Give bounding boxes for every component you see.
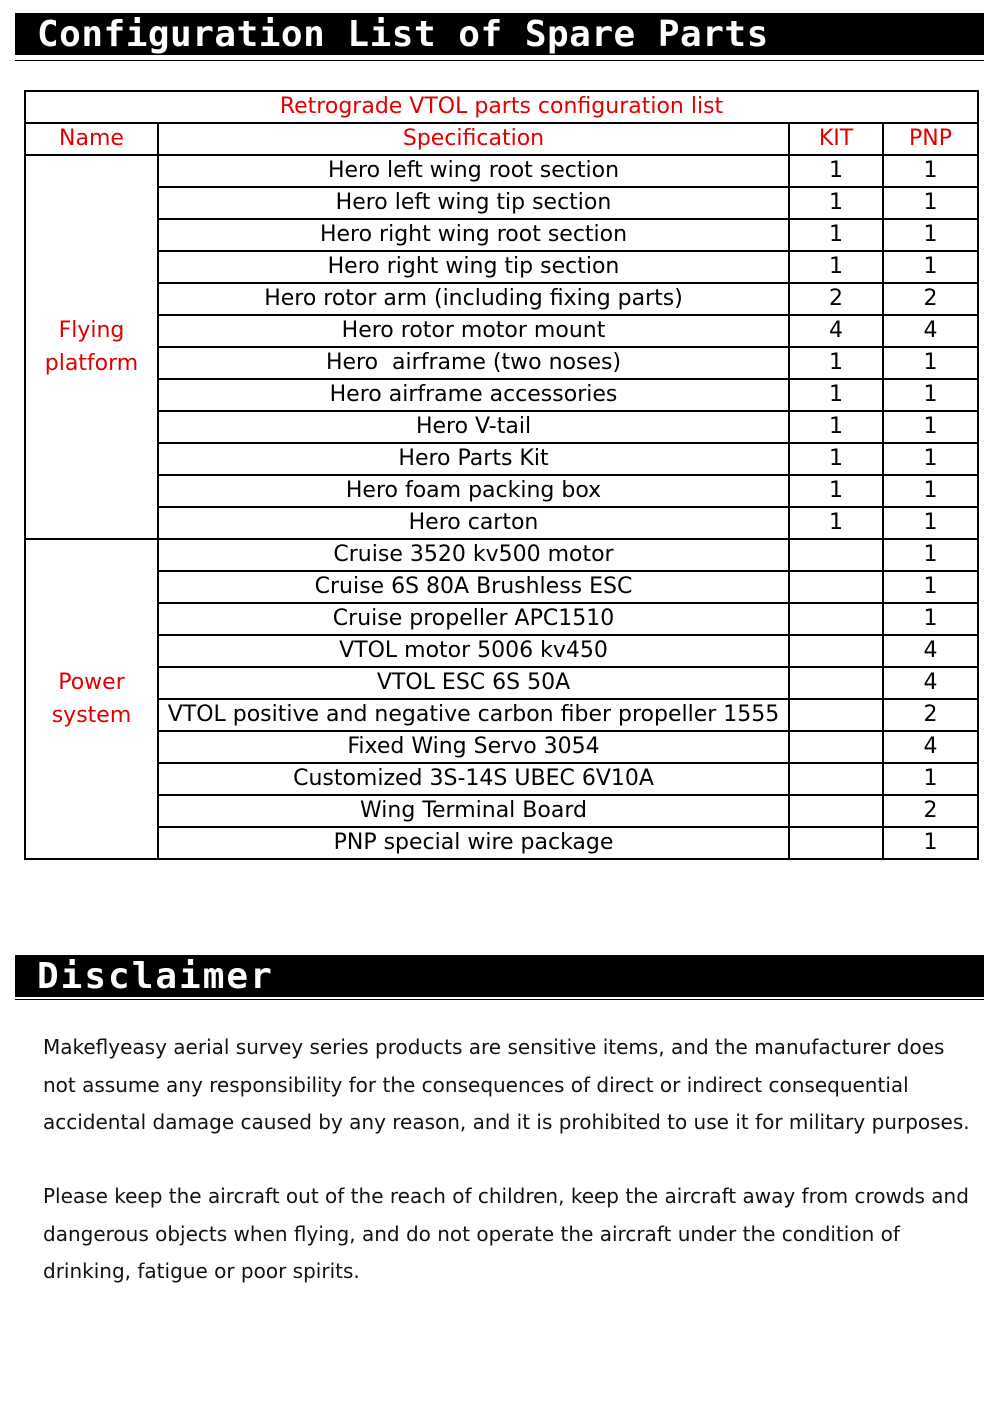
spec-cell: Cruise propeller APC1510	[158, 603, 789, 635]
table-row	[25, 571, 978, 603]
kit-qty-cell: 1	[789, 411, 883, 443]
kit-qty-cell: 1	[789, 475, 883, 507]
pnp-qty-cell: 1	[883, 155, 978, 187]
table-row	[25, 635, 978, 667]
spec-cell: Hero carton	[158, 507, 789, 539]
kit-qty-cell: 1	[789, 347, 883, 379]
kit-qty-cell: 4	[789, 315, 883, 347]
table-row	[25, 507, 978, 539]
banner-underline	[15, 60, 984, 61]
kit-qty-cell	[789, 603, 883, 635]
spec-cell: Hero left wing root section	[158, 155, 789, 187]
section-title: Configuration List of Spare Parts	[37, 14, 769, 55]
pnp-qty-cell: 1	[883, 571, 978, 603]
kit-qty-cell	[789, 539, 883, 571]
spec-cell: VTOL motor 5006 kv450	[158, 635, 789, 667]
pnp-qty-cell: 1	[883, 475, 978, 507]
pnp-qty-cell: 1	[883, 347, 978, 379]
pnp-qty-cell: 1	[883, 443, 978, 475]
spec-cell: Hero airframe accessories	[158, 379, 789, 411]
table-caption: Retrograde VTOL parts configuration list	[25, 91, 978, 123]
table-row	[25, 603, 978, 635]
kit-qty-cell: 1	[789, 219, 883, 251]
spec-cell: Hero foam packing box	[158, 475, 789, 507]
header-name: Name	[25, 123, 158, 155]
spec-cell: Fixed Wing Servo 3054	[158, 731, 789, 763]
pnp-qty-cell: 1	[883, 827, 978, 859]
table-row	[25, 475, 978, 507]
spec-cell: Hero rotor motor mount	[158, 315, 789, 347]
pnp-qty-cell: 1	[883, 411, 978, 443]
group-name-line: Power	[58, 670, 125, 695]
pnp-qty-cell: 4	[883, 635, 978, 667]
spec-cell: VTOL ESC 6S 50A	[158, 667, 789, 699]
section-banner-disclaimer	[15, 955, 984, 997]
pnp-qty-cell: 4	[883, 315, 978, 347]
spec-cell: Hero airframe (two noses)	[158, 347, 789, 379]
pnp-qty-cell: 1	[883, 763, 978, 795]
table-row	[25, 539, 978, 571]
table-row	[25, 219, 978, 251]
spec-cell: Hero right wing root section	[158, 219, 789, 251]
header-kit: KIT	[789, 123, 883, 155]
section-banner-config	[15, 13, 984, 55]
banner-underline	[15, 999, 984, 1000]
kit-qty-cell	[789, 667, 883, 699]
table-header-row	[25, 123, 978, 155]
spec-cell: Wing Terminal Board	[158, 795, 789, 827]
kit-qty-cell: 1	[789, 187, 883, 219]
disclaimer-paragraph: Makeflyeasy aerial survey series products are sensitive items, and the manufacturer does not assume any responsibility for the consequences of direct or indirect consequential accidental damage caused by any reason, and it is prohibited to use it for military purposes.	[43, 1035, 970, 1134]
kit-qty-cell	[789, 635, 883, 667]
pnp-qty-cell: 1	[883, 251, 978, 283]
pnp-qty-cell: 2	[883, 795, 978, 827]
table-row	[25, 667, 978, 699]
pnp-qty-cell: 1	[883, 539, 978, 571]
spec-cell: Cruise 6S 80A Brushless ESC	[158, 571, 789, 603]
pnp-qty-cell: 4	[883, 667, 978, 699]
pnp-qty-cell: 1	[883, 379, 978, 411]
kit-qty-cell: 1	[789, 155, 883, 187]
spec-cell: Hero left wing tip section	[158, 187, 789, 219]
kit-qty-cell	[789, 763, 883, 795]
spec-cell: Hero right wing tip section	[158, 251, 789, 283]
pnp-qty-cell: 2	[883, 283, 978, 315]
table-row	[25, 411, 978, 443]
spec-cell: Cruise 3520 kv500 motor	[158, 539, 789, 571]
table-row	[25, 187, 978, 219]
header-specification: Specification	[158, 123, 789, 155]
group-name-line: system	[51, 703, 132, 728]
kit-qty-cell: 1	[789, 507, 883, 539]
table-caption-row	[25, 91, 978, 123]
table-row	[25, 795, 978, 827]
table-row	[25, 699, 978, 731]
kit-qty-cell: 2	[789, 283, 883, 315]
spec-cell: PNP special wire package	[158, 827, 789, 859]
group-name-line: Flying	[58, 318, 125, 343]
kit-qty-cell	[789, 731, 883, 763]
kit-qty-cell	[789, 571, 883, 603]
table-row	[25, 283, 978, 315]
table-row	[25, 731, 978, 763]
table-row	[25, 443, 978, 475]
spec-cell: VTOL positive and negative carbon fiber propeller 1555	[158, 699, 789, 731]
parts-config-table	[24, 90, 979, 860]
pnp-qty-cell: 4	[883, 731, 978, 763]
group-name-cell	[25, 539, 158, 859]
kit-qty-cell: 1	[789, 379, 883, 411]
spec-cell: Hero Parts Kit	[158, 443, 789, 475]
kit-qty-cell	[789, 827, 883, 859]
header-pnp: PNP	[883, 123, 978, 155]
table-row	[25, 347, 978, 379]
section-title: Disclaimer	[37, 956, 274, 997]
spec-cell: Hero V-tail	[158, 411, 789, 443]
table-row	[25, 827, 978, 859]
pnp-qty-cell: 1	[883, 507, 978, 539]
kit-qty-cell: 1	[789, 251, 883, 283]
table-row	[25, 251, 978, 283]
spec-cell: Hero rotor arm (including fixing parts)	[158, 283, 789, 315]
table-row	[25, 155, 978, 187]
pnp-qty-cell: 1	[883, 219, 978, 251]
spec-cell: Customized 3S-14S UBEC 6V10A	[158, 763, 789, 795]
kit-qty-cell	[789, 699, 883, 731]
disclaimer-paragraph: Please keep the aircraft out of the reach of children, keep the aircraft away from crowds and dangerous objects when flying, and do not operate the aircraft under the condition of drinking, fatigue or poor spirits.	[43, 1184, 969, 1283]
group-name-cell	[25, 155, 158, 539]
table-row	[25, 763, 978, 795]
kit-qty-cell	[789, 795, 883, 827]
pnp-qty-cell: 2	[883, 699, 978, 731]
kit-qty-cell: 1	[789, 443, 883, 475]
pnp-qty-cell: 1	[883, 603, 978, 635]
table-row	[25, 379, 978, 411]
group-name-line: platform	[44, 351, 139, 376]
table-row	[25, 315, 978, 347]
pnp-qty-cell: 1	[883, 187, 978, 219]
